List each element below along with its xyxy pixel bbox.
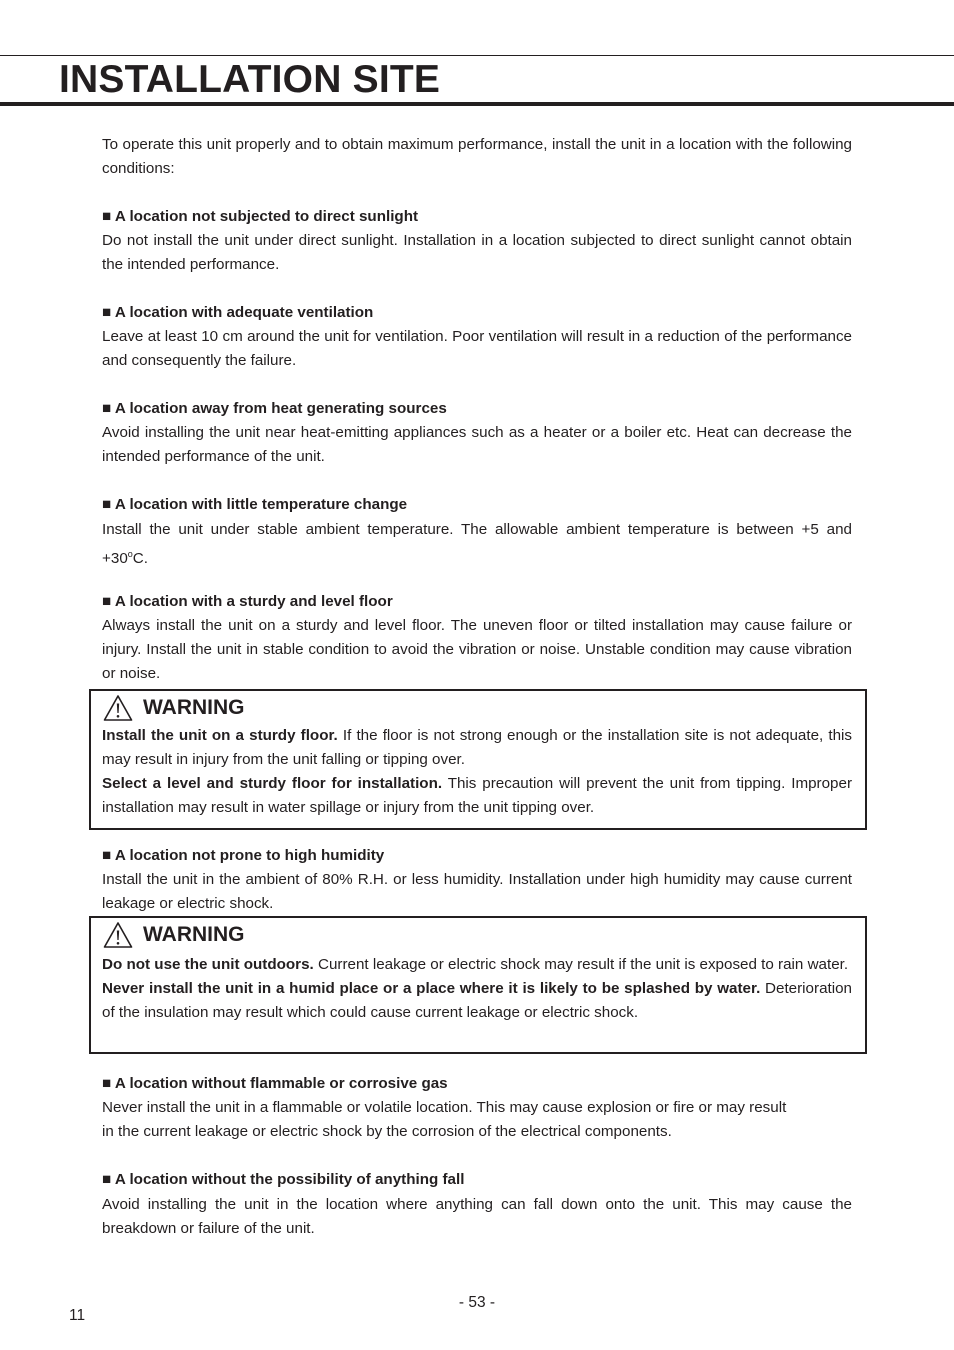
section-body: Do not install the unit under direct sunlight. Installation in a location subjected to direct sunlight cannot obtain the intended performance. xyxy=(102,232,852,273)
warning-text xyxy=(102,953,852,1025)
warning-item xyxy=(102,724,852,772)
warning-item xyxy=(102,953,852,977)
top-rule xyxy=(0,55,954,56)
section-heading: ■ A location without the possibility of anything fall xyxy=(102,1171,465,1188)
section-heading: ■ A location not subjected to direct sunlight xyxy=(102,208,419,225)
document-code: 11 xyxy=(69,1307,86,1324)
warning-item-text: This precaution will prevent the unit from tipping. Improper installation may result in water spillage or injury from the unit tipping over. xyxy=(102,775,852,816)
warning-triangle-icon xyxy=(103,694,133,722)
warning-item-bold: Select a level and sturdy floor for installation. xyxy=(102,775,443,792)
section-heading: ■ A location with little temperature change xyxy=(102,496,408,513)
section-flammable-gas xyxy=(102,1072,852,1144)
degree-superscript: o xyxy=(127,549,133,559)
warning-text xyxy=(102,724,852,820)
section-humidity xyxy=(102,844,852,916)
warning-title: WARNING xyxy=(143,923,245,946)
section-direct-sunlight xyxy=(102,205,852,277)
title-rule xyxy=(0,102,954,106)
section-heading: ■ A location with adequate ventilation xyxy=(102,304,374,321)
section-body: Install the unit in the ambient of 80% R.H. or less humidity. Installation under high humidity may cause current leakage or electric shock. xyxy=(102,871,852,912)
warning-item-bold: Never install the unit in a humid place or a place where it is likely to be splashed by water. xyxy=(102,980,761,997)
warning-title: WARNING xyxy=(143,696,245,719)
section-body-line: Never install the unit in a flammable or volatile location. This may cause explosion or fire or may result xyxy=(102,1099,787,1116)
warning-box-floor xyxy=(89,689,867,830)
section-temperature xyxy=(102,493,852,571)
section-sturdy-floor xyxy=(102,590,852,686)
section-heat-sources xyxy=(102,397,852,469)
section-body: Leave at least 10 cm around the unit for ventilation. Poor ventilation will result in a reduction of the performance and consequently the failure. xyxy=(102,328,852,369)
section-heading: ■ A location away from heat generating sources xyxy=(102,400,447,417)
section-falling-objects xyxy=(102,1168,852,1241)
warning-header xyxy=(103,920,245,950)
section-body: Avoid installing the unit in the location where anything can fall down onto the unit. This may cause the breakdown or failure of the unit. xyxy=(102,1196,852,1237)
section-body-text: Install the unit under stable ambient temperature. The allowable ambient temperature is between +5 and +30 xyxy=(102,521,852,567)
page-number: - 53 - xyxy=(458,1294,496,1311)
page-title: INSTALLATION SITE xyxy=(59,58,441,101)
warning-item-bold: Do not use the unit outdoors. xyxy=(102,956,314,973)
section-ventilation xyxy=(102,301,852,373)
section-body: Always install the unit on a sturdy and level floor. The uneven floor or tilted installation may cause failure or injury. Install the unit in stable condition to avoid the vibration or noise. Unstable condition may cause vibration or noise. xyxy=(102,617,852,682)
section-body-text-end: C. xyxy=(132,550,148,567)
section-heading: ■ A location with a sturdy and level floor xyxy=(102,593,393,610)
warning-item-text: Current leakage or electric shock may result if the unit is exposed to rain water. xyxy=(313,956,849,973)
warning-item-bold: Install the unit on a sturdy floor. xyxy=(102,727,338,744)
section-body-line: in the current leakage or electric shock by the corrosion of the electrical components. xyxy=(102,1123,672,1140)
warning-item-text: Deterioration of the insulation may result which could cause current leakage or electric shock. xyxy=(102,980,852,1021)
section-heading: ■ A location not prone to high humidity xyxy=(102,847,385,864)
warning-item xyxy=(102,772,852,820)
section-body: Avoid installing the unit near heat-emitting appliances such as a heater or a boiler etc. Heat can decrease the intended performance of the unit. xyxy=(102,424,852,465)
section-heading: ■ A location without flammable or corrosive gas xyxy=(102,1075,448,1092)
intro-text: To operate this unit properly and to obtain maximum performance, install the unit in a location with the following conditions: xyxy=(102,136,852,177)
warning-box-outdoors xyxy=(89,916,867,1054)
section-body xyxy=(102,518,852,571)
intro-block xyxy=(102,133,852,181)
warning-triangle-icon xyxy=(103,921,133,949)
warning-item xyxy=(102,977,852,1025)
warning-header xyxy=(103,693,245,723)
warning-item-text: If the floor is not strong enough or the installation site is not adequate, this may result in injury from the unit falling or tipping over. xyxy=(102,727,852,768)
